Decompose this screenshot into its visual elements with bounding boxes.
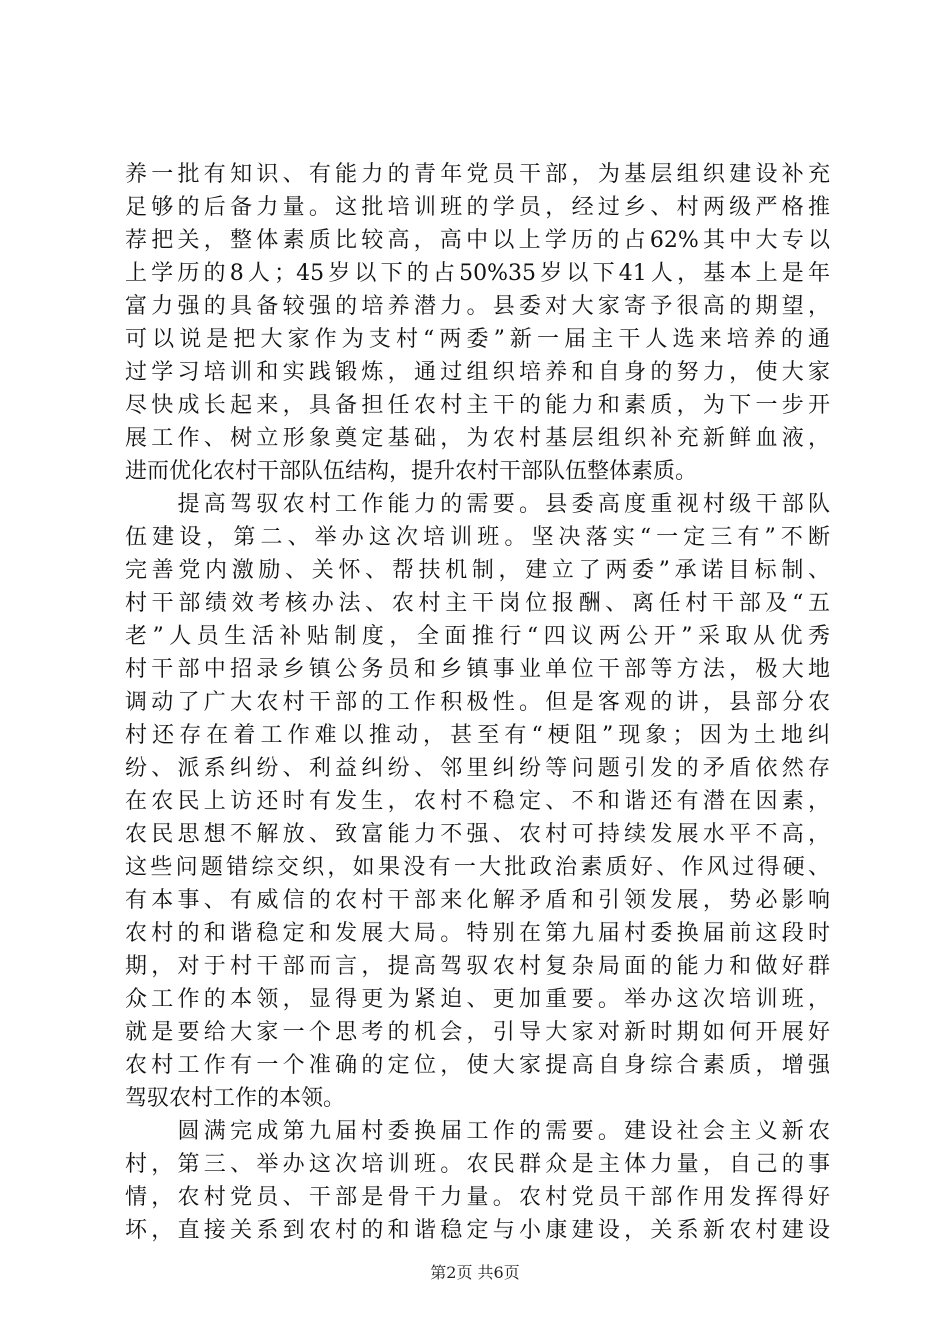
text-line: 尽快成长起来，具备担任农村主干的能力和素质，为下一步开 xyxy=(125,393,830,418)
text-line: 情，农村党员、干部是骨干力量。农村党员干部作用发挥得好 xyxy=(125,1185,830,1210)
text-line: 上学历的8人；45岁以下的占50%35岁以下41人，基本上是年 xyxy=(125,261,830,286)
text-line: 可以说是把大家作为支村“两委”新一届主干人选来培养的通 xyxy=(125,327,830,352)
text-line: 提高驾驭农村工作能力的需要。县委高度重视村级干部队 xyxy=(125,492,830,517)
text-line: 驾驭农村工作的本领。 xyxy=(125,1086,346,1111)
text-line: 村还存在着工作难以推动，甚至有“梗阻”现象；因为土地纠 xyxy=(125,723,830,748)
text-line: 农民思想不解放、致富能力不强、农村可持续发展水平不高， xyxy=(125,822,830,847)
text-line: 村干部绩效考核办法、农村主干岗位报酬、离任村干部及“五 xyxy=(125,591,830,616)
text-line: 进而优化农村干部队伍结构，提升农村干部队伍整体素质。 xyxy=(125,459,698,484)
text-line: 农村工作有一个准确的定位，使大家提高自身综合素质，增强 xyxy=(125,1053,830,1078)
text-line: 足够的后备力量。这批培训班的学员，经过乡、村两级严格推 xyxy=(125,195,830,220)
text-line: 纷、派系纠纷、利益纠纷、邻里纠纷等问题引发的矛盾依然存 xyxy=(125,756,830,781)
text-line: 这些问题错综交织，如果没有一大批政治素质好、作风过得硬、 xyxy=(125,855,830,880)
text-line: 在农民上访还时有发生，农村不稳定、不和谐还有潜在因素， xyxy=(125,789,830,814)
text-line: 养一批有知识、有能力的青年党员干部，为基层组织建设补充 xyxy=(125,162,830,187)
text-line: 过学习培训和实践锻炼，通过组织培养和自身的努力，使大家 xyxy=(125,360,830,385)
body-text xyxy=(125,158,830,1247)
text-line: 伍建设，第二、举办这次培训班。坚决落实“一定三有”不断 xyxy=(125,525,830,550)
page-footer: 第2页 共6页 xyxy=(430,1263,520,1282)
text-line: 圆满完成第九届村委换届工作的需要。建设社会主义新农 xyxy=(125,1119,830,1144)
text-line: 富力强的具备较强的培养潜力。县委对大家寄予很高的期望， xyxy=(125,294,830,319)
text-line: 调动了广大农村干部的工作积极性。但是客观的讲，县部分农 xyxy=(125,690,830,715)
text-line: 众工作的本领，显得更为紧迫、更加重要。举办这次培训班， xyxy=(125,987,830,1012)
text-line: 完善党内激励、关怀、帮扶机制，建立了两委”承诺目标制、 xyxy=(125,558,830,583)
text-line: 坏，直接关系到农村的和谐稳定与小康建设，关系新农村建设 xyxy=(125,1218,830,1243)
text-line: 村，第三、举办这次培训班。农民群众是主体力量，自己的事 xyxy=(125,1152,830,1177)
text-line: 老”人员生活补贴制度，全面推行“四议两公开”采取从优秀 xyxy=(125,624,830,649)
text-line: 荐把关，整体素质比较高，高中以上学历的占62%其中大专以 xyxy=(125,228,830,253)
text-line: 展工作、树立形象奠定基础，为农村基层组织补充新鲜血液， xyxy=(125,426,830,451)
text-line: 期，对于村干部而言，提高驾驭农村复杂局面的能力和做好群 xyxy=(125,954,830,979)
text-line: 村干部中招录乡镇公务员和乡镇事业单位干部等方法，极大地 xyxy=(125,657,830,682)
text-line: 就是要给大家一个思考的机会，引导大家对新时期如何开展好 xyxy=(125,1020,830,1045)
text-line: 农村的和谐稳定和发展大局。特别在第九届村委换届前这段时 xyxy=(125,921,830,946)
text-line: 有本事、有威信的农村干部来化解矛盾和引领发展，势必影响 xyxy=(125,888,830,913)
